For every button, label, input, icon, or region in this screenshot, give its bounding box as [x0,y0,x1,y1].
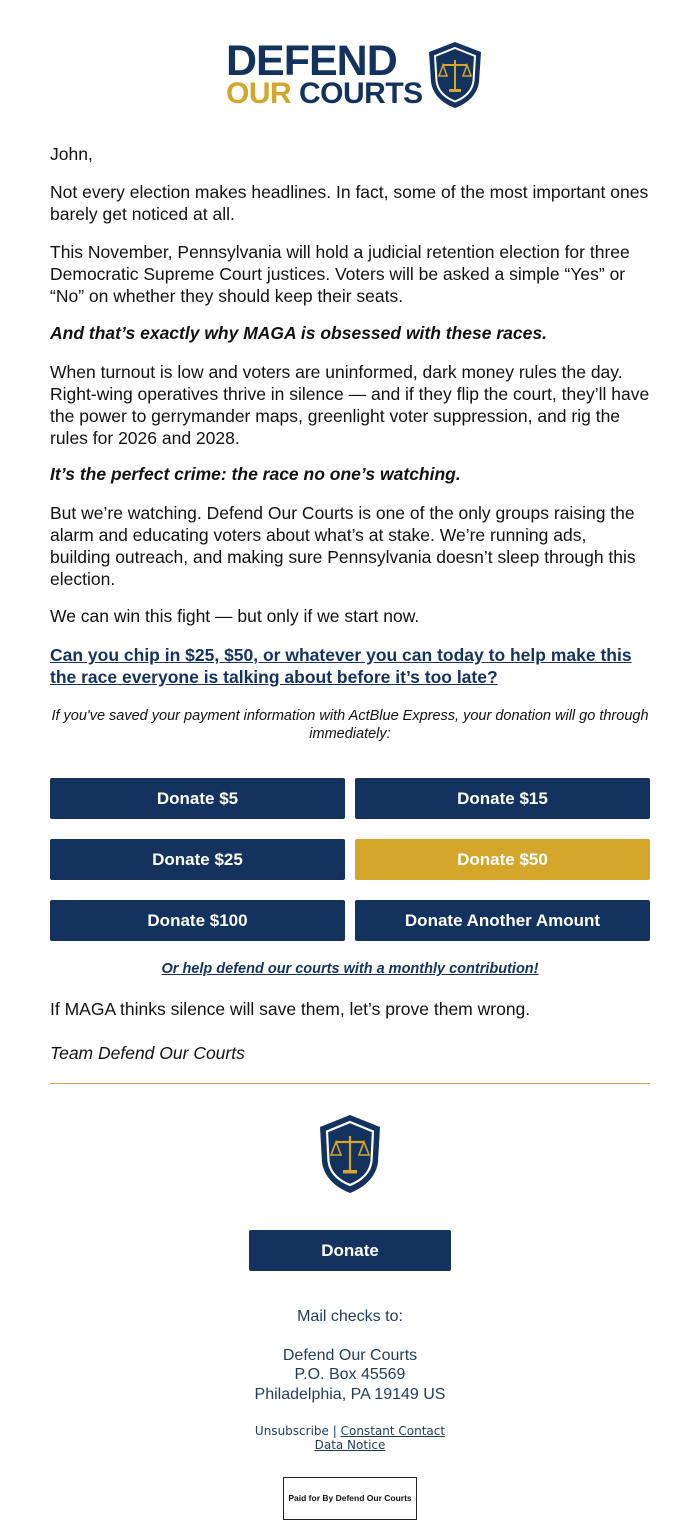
data-notice-link[interactable]: Data Notice [314,1438,386,1452]
donate-15-button[interactable]: Donate $15 [355,778,650,819]
paid-for-disclaimer: Paid for By Defend Our Courts [283,1477,417,1520]
paragraph-1: Not every election makes headlines. In fact, some of the most important ones barely get noticed at all. [50,182,649,224]
mail-city: Philadelphia, PA 19149 US [254,1386,446,1403]
mail-po-box: P.O. Box 45569 [294,1366,406,1383]
paragraph-5: It’s the perfect crime: the race no one’s watching. [50,464,461,484]
brand-logo [226,38,488,114]
donate-50-button[interactable]: Donate $50 [355,839,650,880]
shield-scales-icon [426,40,484,110]
paragraph-7: We can win this fight — but only if we start now. [50,606,420,626]
logo-courts: COURTS [299,77,423,110]
links-separator: | [332,1424,337,1438]
donate-25-button[interactable]: Donate $25 [50,839,345,880]
monthly-contribution-link[interactable]: Or help defend our courts with a monthly contribution! [161,961,539,977]
logo-line2 [226,78,423,110]
actblue-express-note: If you've saved your payment information with ActBlue Express, your donation will go through immediately: [51,708,649,742]
unsubscribe-link[interactable]: Unsubscribe [254,1424,329,1438]
footer-links-row [50,1424,650,1439]
constant-contact-link[interactable]: Constant Contact [340,1424,446,1438]
paragraph-6: But we’re watching. Defend Our Courts is one of the only groups raising the alarm and educating voters about what’s at stake. We’re running ads, building outreach, and making sure Pennsylvania doesn’t sleep through this election. [50,503,636,589]
donate-other-amount-button[interactable]: Donate Another Amount [355,900,650,941]
footer-shield-scales-icon [316,1113,384,1195]
cta-donate-link[interactable]: Can you chip in $25, $50, or whatever you can today to help make this the race everyone is talking about before it’s too late? [50,645,632,687]
signature: Team Defend Our Courts [50,1043,245,1063]
footer-donate-button[interactable]: Donate [249,1230,451,1271]
closing-line: If MAGA thinks silence will save them, let’s prove them wrong. [50,999,531,1019]
logo-our: OUR [226,77,292,110]
data-notice-row [50,1438,650,1453]
cta-paragraph [50,644,650,688]
donate-5-button[interactable]: Donate $5 [50,778,345,819]
mail-org: Defend Our Courts [282,1347,418,1364]
logo-line1: DEFEND [226,37,397,85]
footer-divider [50,1083,650,1084]
greeting: John, [50,144,93,164]
paragraph-4: When turnout is low and voters are uninformed, dark money rules the day. Right-wing operatives thrive in silence — and if they flip the court, they’ll have the power to gerrymander maps, greenlight voter suppression, and rig the rules for 2026 and 2028. [50,362,650,448]
paragraph-3: And that’s exactly why MAGA is obsessed with these races. [50,323,547,343]
paragraph-2: This November, Pennsylvania will hold a judicial retention election for three Democratic Supreme Court justices. Voters will be asked a simple “Yes” or “No” on whether they should keep their seats. [50,242,630,306]
donate-100-button[interactable]: Donate $100 [50,900,345,941]
mail-checks-label: Mail checks to: [297,1308,403,1325]
